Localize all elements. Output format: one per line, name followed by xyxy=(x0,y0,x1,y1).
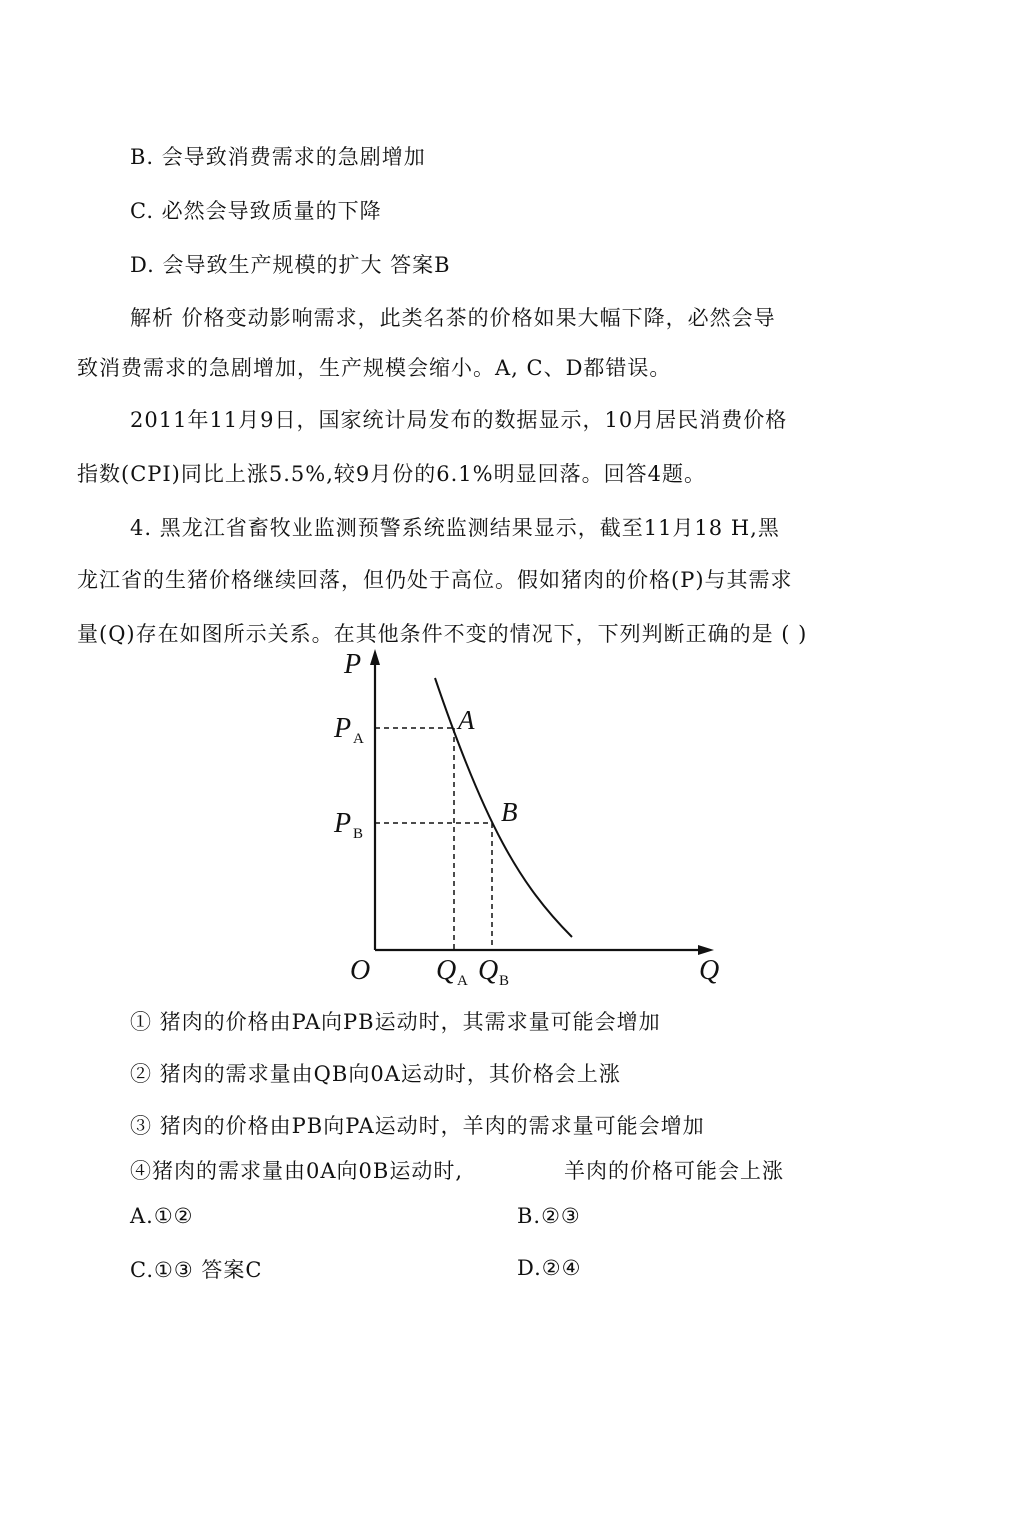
demand-curve-diagram xyxy=(320,645,720,995)
option-d: D. 会导致生产规模的扩大 答案B xyxy=(130,253,451,277)
option-c: C. 必然会导致质量的下降 xyxy=(130,199,382,223)
analysis-line-1: 解析 价格变动影响需求，此类名茶的价格如果大幅下降，必然会导 xyxy=(130,306,776,330)
statement-2: ② 猪肉的需求量由QB向0A运动时，其价格会上涨 xyxy=(130,1062,621,1086)
pa-subscript: A xyxy=(353,731,364,747)
question-line-2: 龙江省的生猪价格继续回落，但仍处于高位。假如猪肉的价格(P)与其需求 xyxy=(77,568,793,592)
question-line-1: 4. 黑龙江省畜牧业监测预警系统监测结果显示，截至11月18 H,黑 xyxy=(130,516,780,540)
choice-b: B.②③ xyxy=(517,1204,581,1228)
choice-c: C.①③ 答案C xyxy=(130,1258,263,1282)
intro-line-2: 指数(CPI)同比上涨5.5%,较9月份的6.1%明显回落。回答4题。 xyxy=(77,462,706,486)
question-line-3: 量(Q)存在如图所示关系。在其他条件不变的情况下，下列判断正确的是 ( ) xyxy=(77,622,808,646)
pb-subscript: B xyxy=(353,826,364,842)
qb-label: Q xyxy=(478,955,499,986)
qa-label: Q xyxy=(436,955,457,986)
analysis-line-2: 致消费需求的急剧增加，生产规模会缩小。A, C、D都错误。 xyxy=(77,356,672,380)
statement-3: ③ 猪肉的价格由PB向PA运动时，羊肉的需求量可能会增加 xyxy=(130,1114,705,1138)
x-axis-label: Q xyxy=(699,955,720,986)
choice-a: A.①② xyxy=(130,1204,194,1228)
option-b: B. 会导致消费需求的急剧增加 xyxy=(130,145,426,169)
statement-4a: ④猪肉的需求量由0A向0B运动时, xyxy=(130,1159,463,1183)
intro-line-1: 2011年11月9日，国家统计局发布的数据显示，10月居民消费价格 xyxy=(130,408,788,432)
statement-1: ① 猪肉的价格由PA向PB运动时，其需求量可能会增加 xyxy=(130,1010,661,1034)
point-a-label: A xyxy=(458,705,475,735)
pb-label: P xyxy=(334,808,352,839)
point-b-label: B xyxy=(501,797,518,827)
statement-4b: 羊肉的价格可能会上涨 xyxy=(564,1159,784,1183)
y-axis-label: P xyxy=(344,649,362,680)
qa-subscript: A xyxy=(457,973,468,989)
y-axis-arrow xyxy=(370,649,380,665)
choice-d: D.②④ xyxy=(517,1256,582,1280)
x-axis-arrow xyxy=(698,945,714,955)
qb-subscript: B xyxy=(499,973,510,989)
origin-label: O xyxy=(350,955,371,986)
pa-label: P xyxy=(334,713,352,744)
